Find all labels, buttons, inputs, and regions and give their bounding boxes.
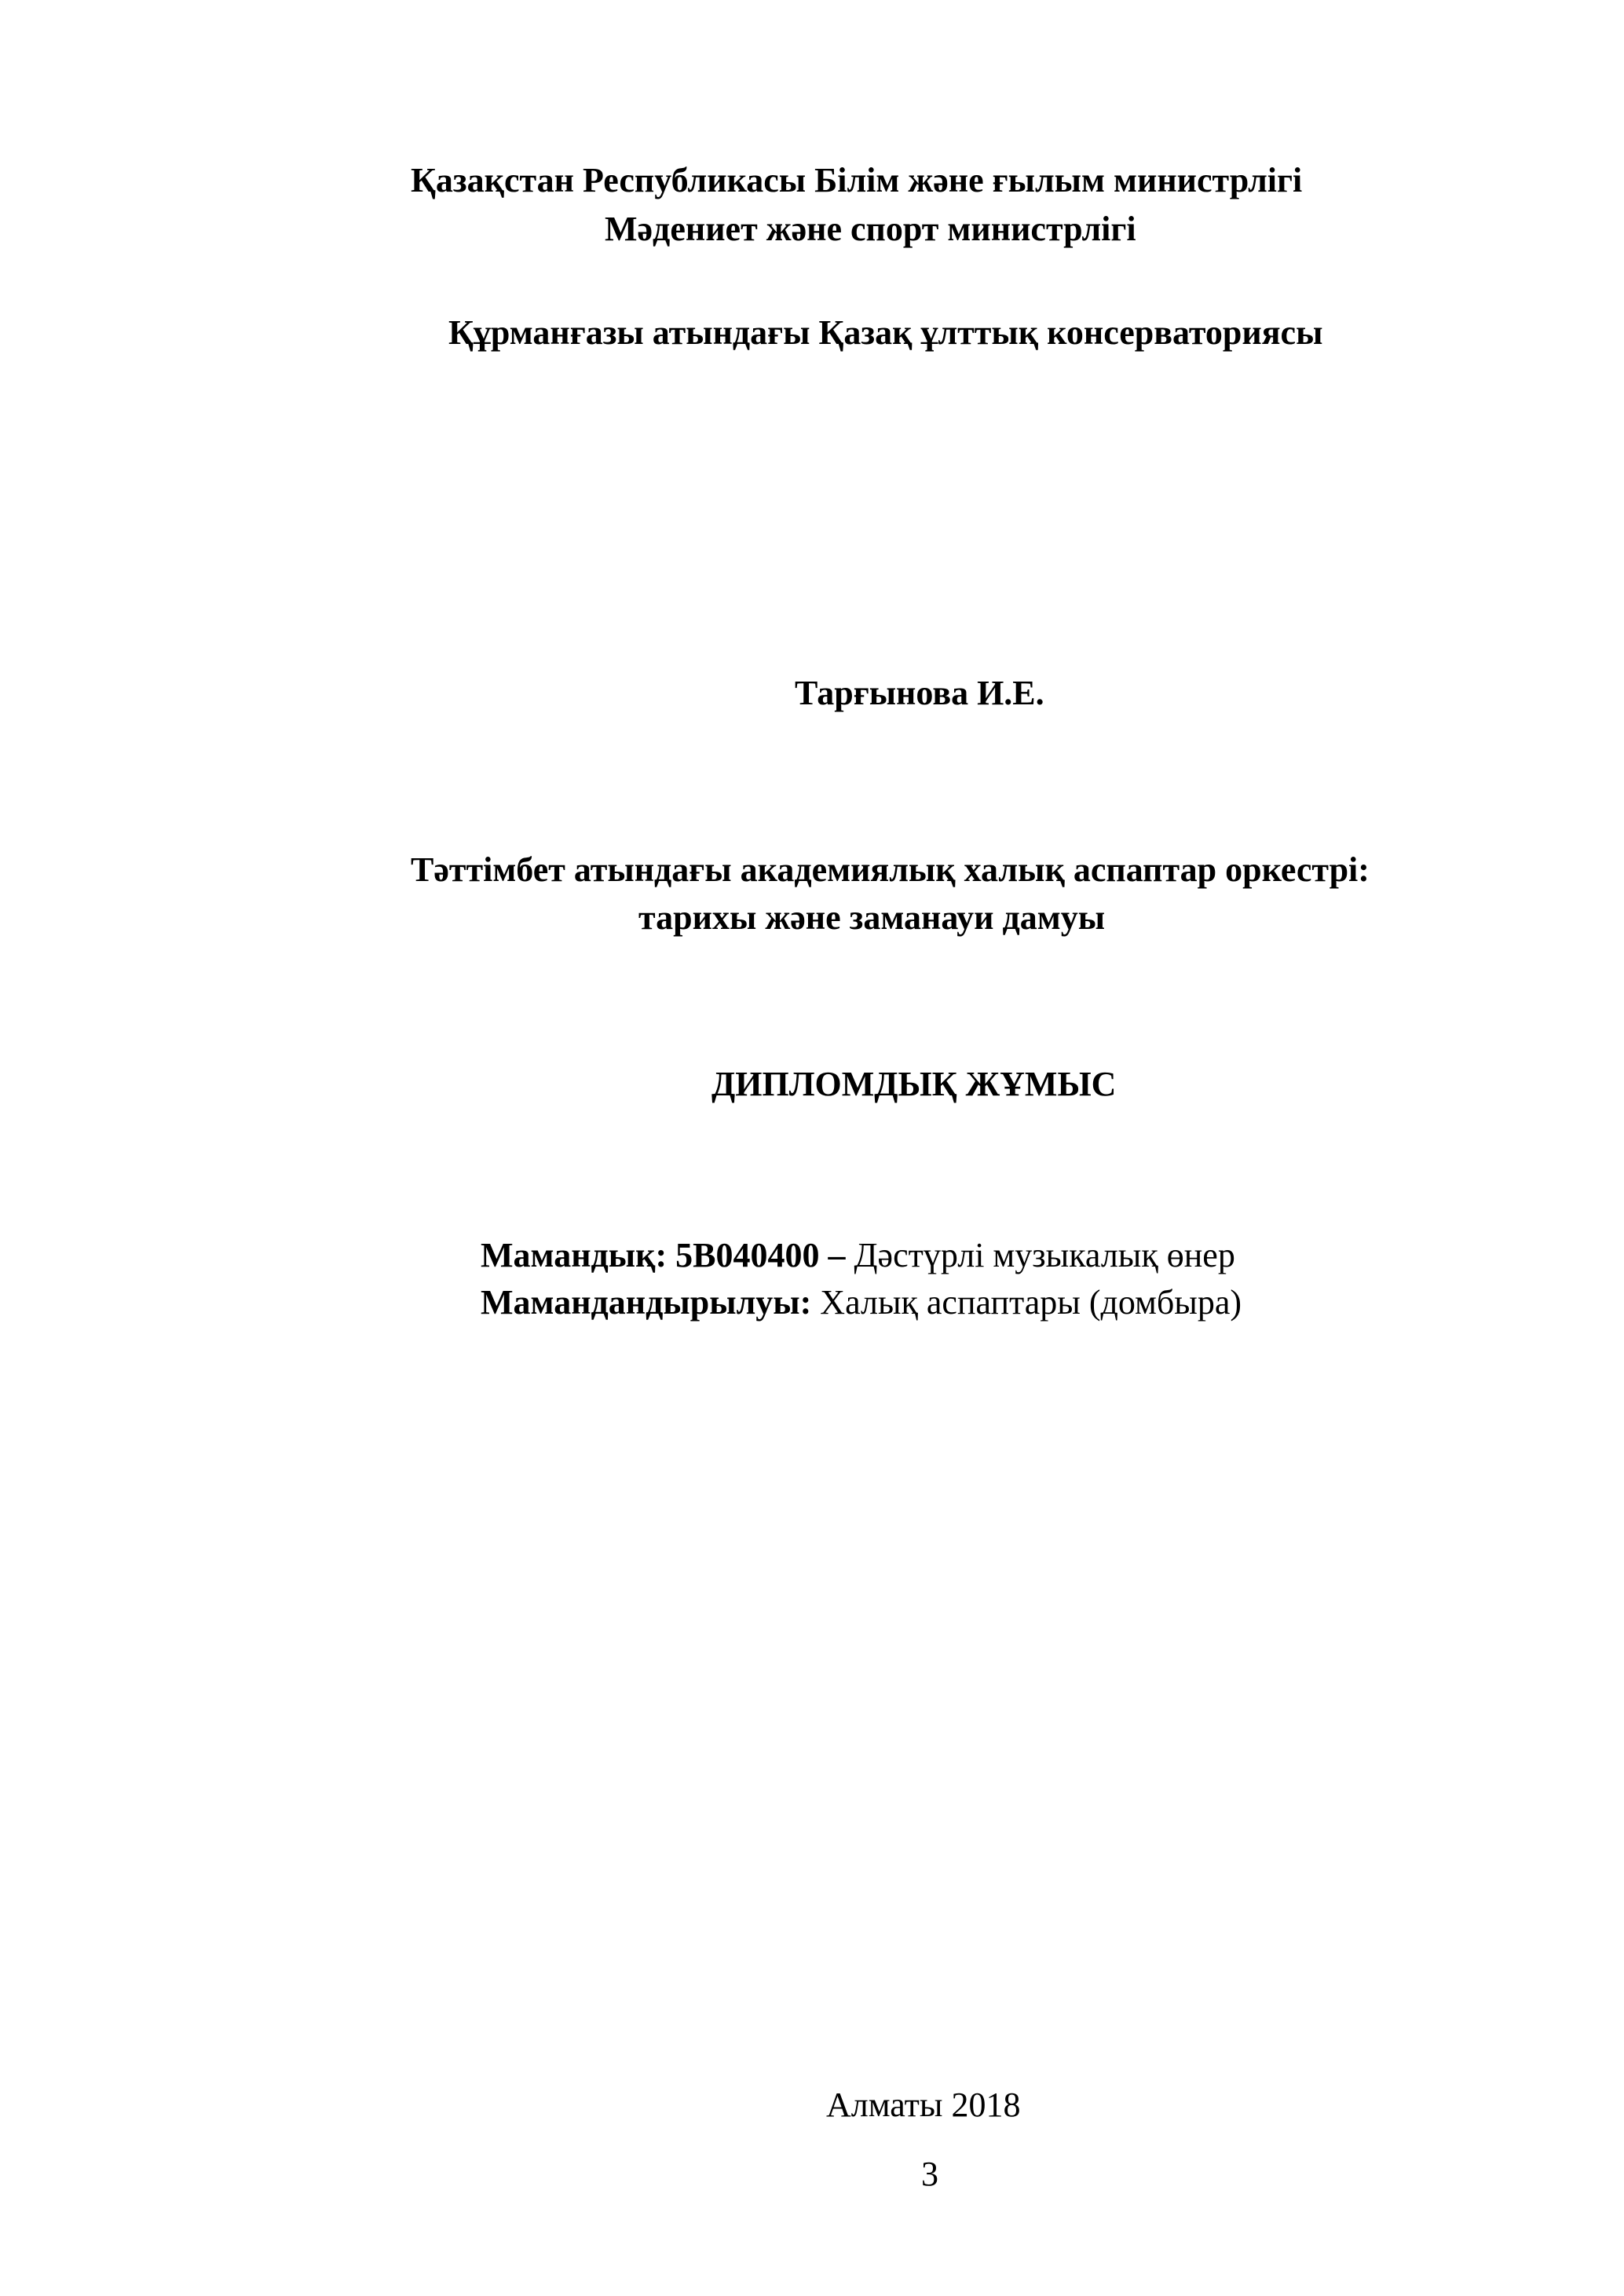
author-name: Тарғынова И.Е.	[795, 674, 1044, 712]
specialization-line	[481, 1282, 1242, 1323]
city-year: Алматы 2018	[826, 2086, 1021, 2124]
work-type-heading: ДИПЛОМДЫҚ ЖҰМЫС	[711, 1065, 1117, 1103]
institution-heading: Құрманғазы атындағы Қазақ ұлттық консерваториясы	[448, 313, 1323, 352]
ministry-culture-heading: Мәдениет және спорт министрлігі	[605, 210, 1136, 248]
specialization-label: Мамандандырылуы:	[481, 1283, 812, 1322]
specialty-code: 5В040400 –	[675, 1236, 846, 1274]
thesis-title-line-2: тарихы және заманауи дамуы	[638, 898, 1106, 937]
thesis-title-line-1: Тәттімбет атындағы академиялық халық аспаптар оркестрі:	[411, 850, 1370, 889]
page-number: 3	[921, 2155, 938, 2193]
specialty-value: Дәстүрлі музыкалық өнер	[854, 1236, 1235, 1274]
specialty-line	[481, 1235, 1235, 1276]
ministry-education-heading: Қазақстан Республикасы Білім және ғылым министрлігі	[411, 161, 1303, 199]
specialty-label: Мамандық:	[481, 1236, 668, 1274]
specialization-value: Халық аспаптары (домбыра)	[820, 1283, 1242, 1322]
